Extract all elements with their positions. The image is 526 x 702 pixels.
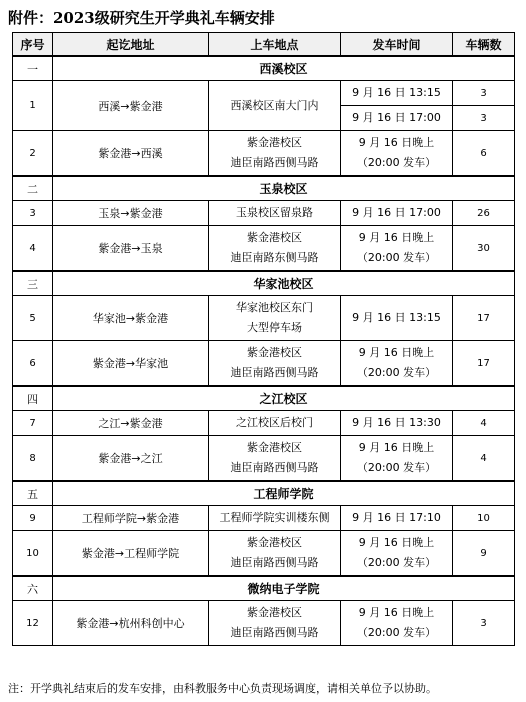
boarding-place-line: 迪臣南路东侧马路 — [230, 251, 319, 264]
departure-time-line: 9 月 16 日 17:00 — [352, 206, 441, 219]
vehicle-count: 4 — [453, 411, 515, 436]
vehicle-count: 4 — [453, 436, 515, 482]
table-header-row — [13, 33, 515, 57]
departure-time-line: （20:00 发车） — [356, 556, 437, 569]
campus-index: 一 — [13, 56, 53, 81]
departure-time-line: 9 月 16 日 17:10 — [352, 511, 441, 524]
boarding-place — [209, 201, 341, 226]
row-number: 4 — [13, 226, 53, 272]
campus-index: 二 — [13, 176, 53, 201]
boarding-place-line: 紫金港校区 — [247, 231, 302, 244]
departure-time — [341, 531, 453, 577]
vehicle-count: 3 — [453, 601, 515, 646]
departure-time — [341, 436, 453, 482]
route-cell: 紫金港→西溪 — [53, 131, 209, 177]
departure-time — [341, 226, 453, 272]
row-number: 7 — [13, 411, 53, 436]
table-row — [13, 131, 515, 177]
departure-time-line: （20:00 发车） — [356, 626, 437, 639]
departure-time — [341, 601, 453, 646]
table-row — [13, 506, 515, 531]
departure-time — [341, 296, 453, 341]
boarding-place-line: 迪臣南路西侧马路 — [230, 461, 319, 474]
route-cell: 紫金港→工程师学院 — [53, 531, 209, 577]
departure-time-line: 9 月 16 日 13:15 — [352, 311, 441, 324]
departure-time-line: 9 月 16 日晚上 — [358, 231, 435, 244]
departure-time-line: 9 月 16 日 17:00 — [352, 111, 441, 124]
departure-time-line: （20:00 发车） — [356, 251, 437, 264]
route-cell: 之江→紫金港 — [53, 411, 209, 436]
table-body — [13, 56, 515, 646]
row-number: 8 — [13, 436, 53, 482]
vehicle-count: 17 — [453, 341, 515, 387]
route-cell: 紫金港→华家池 — [53, 341, 209, 387]
route-cell: 工程师学院→紫金港 — [53, 506, 209, 531]
departure-time-line: （20:00 发车） — [356, 366, 437, 379]
header-index: 序号 — [13, 33, 53, 57]
route-cell: 玉泉→紫金港 — [53, 201, 209, 226]
boarding-place-line: 紫金港校区 — [247, 441, 302, 454]
route-cell: 华家池→紫金港 — [53, 296, 209, 341]
vehicle-count: 6 — [453, 131, 515, 177]
vehicle-count: 3 — [453, 81, 515, 106]
departure-time-line: 9 月 16 日晚上 — [358, 346, 435, 359]
boarding-place — [209, 436, 341, 482]
campus-index: 五 — [13, 481, 53, 506]
row-number: 10 — [13, 531, 53, 577]
departure-time — [341, 341, 453, 387]
boarding-place-line: 迪臣南路西侧马路 — [230, 366, 319, 379]
vehicle-count: 26 — [453, 201, 515, 226]
departure-time-line: 9 月 16 日晚上 — [358, 441, 435, 454]
departure-time — [341, 131, 453, 177]
boarding-place-line: 西溪校区南大门内 — [230, 98, 319, 112]
boarding-place — [209, 411, 341, 436]
table-row — [13, 296, 515, 341]
boarding-place-line: 紫金港校区 — [247, 136, 302, 149]
boarding-place-line: 紫金港校区 — [247, 606, 302, 619]
boarding-place — [209, 601, 341, 646]
boarding-place-line: 迪臣南路西侧马路 — [230, 156, 319, 169]
boarding-place-line: 迪臣南路西侧马路 — [230, 626, 319, 639]
departure-time-line: 9 月 16 日 13:15 — [352, 86, 441, 99]
row-number: 6 — [13, 341, 53, 387]
campus-name: 玉泉校区 — [53, 176, 515, 201]
boarding-place — [209, 81, 341, 131]
boarding-place-line: 紫金港校区 — [247, 346, 302, 359]
departure-time-line: 9 月 16 日晚上 — [358, 606, 435, 619]
row-number: 5 — [13, 296, 53, 341]
departure-time — [341, 411, 453, 436]
table-row — [13, 341, 515, 387]
campus-header-row — [13, 271, 515, 296]
route-cell: 西溪→紫金港 — [53, 81, 209, 131]
header-vehicle-count: 车辆数 — [453, 33, 515, 57]
campus-index: 四 — [13, 386, 53, 411]
departure-time-line: 9 月 16 日晚上 — [358, 136, 435, 149]
footnote: 注：开学典礼结束后的发车安排，由科教服务中心负责现场调度，请相关单位予以协助。 — [8, 682, 437, 695]
boarding-place-line: 之江校区后校门 — [236, 416, 313, 429]
page-title: 附件：2023级研究生开学典礼车辆安排 — [8, 9, 275, 27]
boarding-place-line: 迪臣南路西侧马路 — [230, 556, 319, 569]
boarding-place-line: 紫金港校区 — [247, 536, 302, 549]
departure-time — [341, 506, 453, 531]
campus-header-row — [13, 176, 515, 201]
route-cell: 紫金港→之江 — [53, 436, 209, 482]
table-row — [13, 601, 515, 646]
table-row — [13, 226, 515, 272]
departure-time — [341, 81, 453, 106]
campus-name: 微纳电子学院 — [53, 576, 515, 601]
boarding-place — [209, 531, 341, 577]
campus-name: 西溪校区 — [53, 56, 515, 81]
vehicle-count: 9 — [453, 531, 515, 577]
row-number: 1 — [13, 81, 53, 131]
campus-header-row — [13, 56, 515, 81]
table-row — [13, 436, 515, 482]
schedule-table — [12, 32, 515, 646]
boarding-place-line: 华家池校区东门 — [236, 301, 313, 314]
boarding-place — [209, 131, 341, 177]
campus-header-row — [13, 576, 515, 601]
table-row — [13, 201, 515, 226]
departure-time-line: （20:00 发车） — [356, 461, 437, 474]
row-number: 3 — [13, 201, 53, 226]
vehicle-count: 30 — [453, 226, 515, 272]
boarding-place — [209, 506, 341, 531]
table-row — [13, 411, 515, 436]
row-number: 2 — [13, 131, 53, 177]
table-row — [13, 531, 515, 577]
boarding-place-line: 玉泉校区留泉路 — [236, 206, 313, 219]
boarding-place-line: 工程师学院实训楼东侧 — [219, 511, 330, 524]
header-departure-time: 发车时间 — [341, 33, 453, 57]
boarding-place-line: 大型停车场 — [247, 321, 302, 334]
campus-name: 华家池校区 — [53, 271, 515, 296]
vehicle-count: 3 — [453, 106, 515, 131]
campus-name: 之江校区 — [53, 386, 515, 411]
campus-index: 六 — [13, 576, 53, 601]
campus-header-row — [13, 481, 515, 506]
campus-index: 三 — [13, 271, 53, 296]
header-boarding-place: 上车地点 — [209, 33, 341, 57]
header-route: 起讫地址 — [53, 33, 209, 57]
departure-time-line: 9 月 16 日 13:30 — [352, 416, 441, 429]
boarding-place — [209, 341, 341, 387]
route-cell: 紫金港→杭州科创中心 — [53, 601, 209, 646]
row-number: 9 — [13, 506, 53, 531]
table-row — [13, 81, 515, 106]
departure-time-line: 9 月 16 日晚上 — [358, 536, 435, 549]
campus-name: 工程师学院 — [53, 481, 515, 506]
vehicle-count: 10 — [453, 506, 515, 531]
route-cell: 紫金港→玉泉 — [53, 226, 209, 272]
row-number: 12 — [13, 601, 53, 646]
boarding-place — [209, 296, 341, 341]
departure-time — [341, 106, 453, 131]
campus-header-row — [13, 386, 515, 411]
departure-time — [341, 201, 453, 226]
vehicle-count: 17 — [453, 296, 515, 341]
boarding-place — [209, 226, 341, 272]
departure-time-line: （20:00 发车） — [356, 156, 437, 169]
